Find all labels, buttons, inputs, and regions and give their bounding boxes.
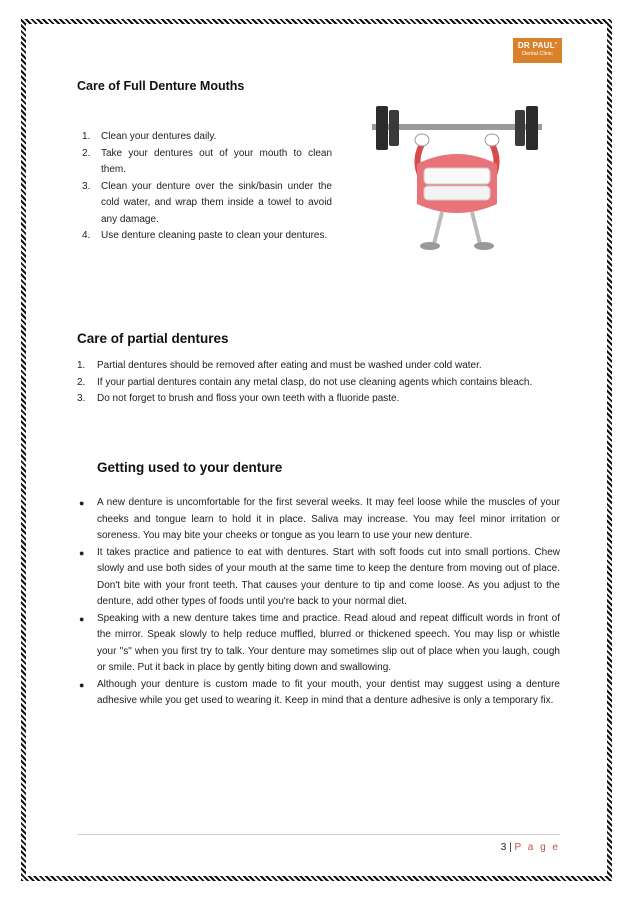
partial-denture-list <box>77 358 560 408</box>
list-item: ● Although your denture is custom made to fit your mouth, your dentist may suggest using a denture adhesive while you get used to wearing it. Keep in mind that a denture adhesive is only a temporary fix. <box>79 678 560 706</box>
list-item: 4. Use denture cleaning paste to clean your dentures. <box>82 230 328 241</box>
bullet-icon: ● <box>79 547 85 558</box>
list-item: ● It takes practice and patience to eat with dentures. Start with soft foods cut into small portions. Chew slowly and use both sides of your mouth at the same time to keep the denture from moving out of place. Don't bite with your front teeth. That causes your denture to tip and come loose. As you adjust to the denture, add other types of foods until you're back to your normal diet. <box>79 546 560 607</box>
list-item: 3. Clean your denture over the sink/basin under the cold water, and wrap them inside a towel to avoid any damage. <box>82 180 332 225</box>
denture-barbell-illustration <box>362 104 552 254</box>
bullet-icon: ● <box>79 613 85 624</box>
footer-divider <box>77 834 560 835</box>
page-footer: 3 | P a g e <box>500 842 560 853</box>
list-item: 1. Clean your dentures daily. <box>82 131 217 142</box>
list-item: ● A new denture is uncomfortable for the first several weeks. It may feel loose while the muscles of your cheeks and tongue learn to hold it in place. Saliva may increase. You may feel minor irritation or soreness. You may bite your cheeks or tongue as you learn to use your new denture. <box>79 497 560 541</box>
page-label: P a g e <box>514 842 560 853</box>
list-item: 1. Partial dentures should be removed after eating and must be washed under cold water. <box>77 360 482 371</box>
section-heading-getting-used: Getting used to your denture <box>97 460 283 475</box>
section-heading-full-dentures: Care of Full Denture Mouths <box>77 79 245 93</box>
list-item: 2. Take your dentures out of your mouth to clean them. <box>82 147 332 175</box>
list-item: 3. Do not forget to brush and floss your own teeth with a fluoride paste. <box>77 393 400 404</box>
list-item: ● Speaking with a new denture takes time and practice. Read aloud and repeat difficult words in front of the mirror. Speak slowly to help reduce muffled, blurred or thickened speech. You may lisp or whistle your "s" when you first try to talk. Your denture may sometimes slip out of place when you laugh, cough or smile. Put it back in place by gently biting down and swallowing. <box>79 612 560 673</box>
bullet-icon: ● <box>79 498 85 508</box>
bullet-icon: ● <box>79 679 85 690</box>
getting-used-list <box>77 495 560 710</box>
section-heading-partial-dentures: Care of partial dentures <box>77 331 229 346</box>
full-denture-list <box>82 129 332 245</box>
clinic-logo: DR PAUL' Dental Clinic <box>513 38 562 63</box>
list-item: 2. If your partial dentures contain any metal clasp, do not use cleaning agents which contains bleach. <box>77 376 533 388</box>
page-number: 3 <box>500 842 507 853</box>
